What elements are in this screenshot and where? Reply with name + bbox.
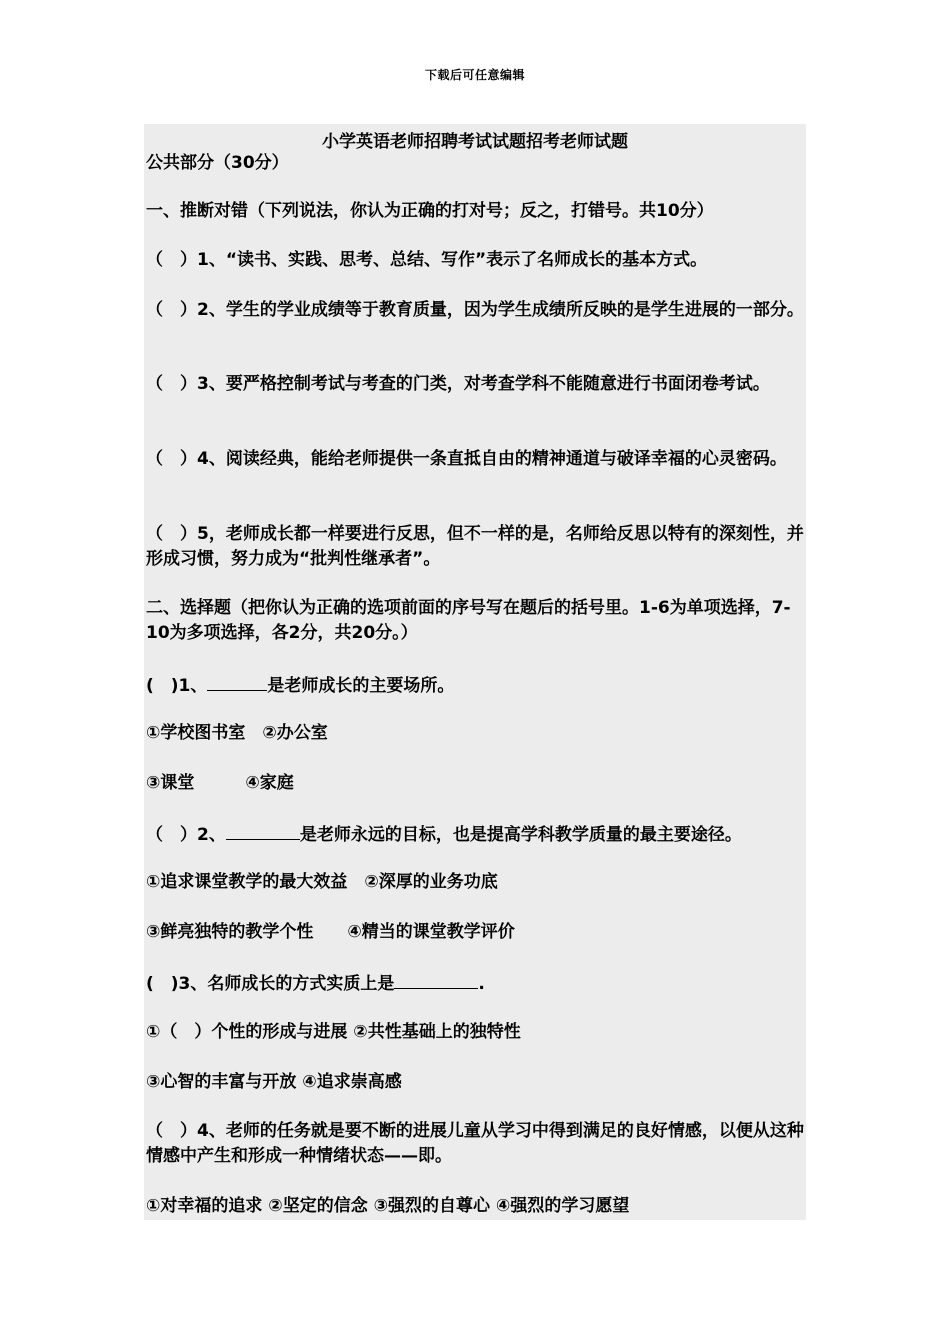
q1-prefix: ( )1、 <box>146 676 208 696</box>
part2-q2-options-b: ③鲜亮独特的教学个性 ④精当的课堂教学评价 <box>146 922 515 942</box>
q3-answer-blank <box>394 970 478 989</box>
part2-q2 <box>146 821 808 848</box>
part2-q1 <box>146 672 808 699</box>
part1-item-4: （ ）4、阅读经典，能给老师提供一条直抵自由的精神通道与破译幸福的心灵密码。 <box>146 449 787 469</box>
q2-prefix: （ ）2、 <box>146 825 226 845</box>
part2-q4-options: ①对幸福的追求 ②坚定的信念 ③强烈的自尊心 ④强烈的学习愿望 <box>146 1196 630 1216</box>
q2-suffix: 是老师永远的目标，也是提高学科教学质量的最主要途径。 <box>299 825 742 845</box>
q2-answer-blank <box>226 821 300 840</box>
part2-q2-options-a: ①追求课堂教学的最大效益 ②深厚的业务功底 <box>146 872 498 892</box>
part2-q3 <box>146 970 808 997</box>
part2-q3-options-b: ③心智的丰富与开放 ④追求崇高感 <box>146 1072 402 1092</box>
part1-item-1: （ ）1、“读书、实践、思考、总结、写作”表示了名师成长的基本方式。 <box>146 250 708 270</box>
q1-suffix: 是老师成长的主要场所。 <box>267 676 455 696</box>
exam-content <box>144 124 806 1220</box>
part2-q1-options-b: ③课堂 ④家庭 <box>146 773 294 793</box>
part2-q4: （ ）4、老师的任务就是要不断的进展儿童从学习中得到满足的良好情感，以便从这种情感中产生和形成一种情绪状态——即。 <box>146 1121 804 1166</box>
part2-heading: 二、选择题（把你认为正确的选项前面的序号写在题后的括号里。1-6为单项选择，7-10为多项选择，各2分，共20分。） <box>146 598 791 643</box>
q3-prefix: ( )3、名师成长的方式实质上是 <box>146 974 395 994</box>
part2-q1-options-a: ①学校图书室 ②办公室 <box>146 723 328 743</box>
header-note: 下载后可任意编辑 <box>424 68 525 82</box>
q3-suffix: . <box>478 974 485 994</box>
part1-item-5: （ ）5，老师成长都一样要进行反思，但不一样的是，名师给反思以特有的深刻性，并形成习惯，努力成为“批判性继承者”。 <box>146 524 804 569</box>
page-title: 小学英语老师招聘考试试题招考老师试题 <box>322 132 628 152</box>
part1-item-3: （ ）3、要严格控制考试与考查的门类，对考查学科不能随意进行书面闭卷考试。 <box>146 374 770 394</box>
part1-heading: 一、推断对错（下列说法，你认为正确的打对号；反之，打错号。共10分） <box>146 201 714 221</box>
part2-q3-options-a: ①（ ）个性的形成与进展 ②共性基础上的独特性 <box>146 1022 521 1042</box>
section-public: 公共部分（30分） <box>146 153 289 173</box>
part1-item-2: （ ）2、学生的学业成绩等于教育质量，因为学生成绩所反映的是学生进展的一部分。 <box>146 300 804 320</box>
q1-answer-blank <box>207 672 267 691</box>
